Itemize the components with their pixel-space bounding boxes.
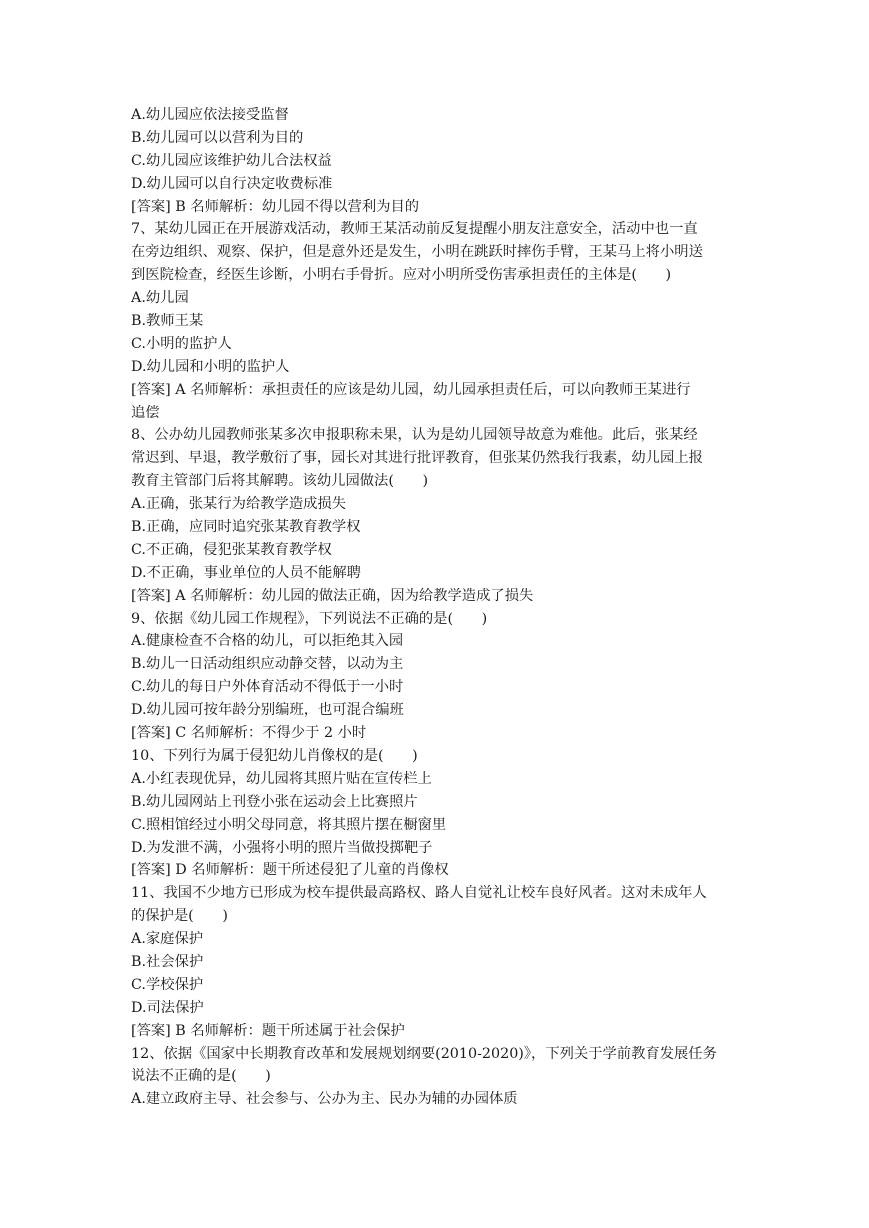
q11-stem-line-1: 11、我国不少地方已形成为校车提供最高路权、路人自觉礼让校车良好风者。这对未成年人 [131,885,707,902]
q8-answer: [答案] A 名师解析：幼儿园的做法正确，因为给教学造成了损失 [131,587,534,604]
q8-option-c: C.不正确，侵犯张某教育教学权 [131,541,332,558]
q11-option-a: A.家庭保护 [131,931,204,948]
q8-stem-line-2: 常迟到、早退，教学敷衍了事，园长对其进行批评教育，但张某仍然我行我素，幼儿园上报 [131,450,703,467]
q9-option-b: B.幼儿一日活动组织应动静交替，以动为主 [131,656,404,673]
document-page [131,104,746,1111]
q10-answer: [答案] D 名师解析：题干所述侵犯了儿童的肖像权 [131,862,449,879]
q7-stem-line-1: 7、某幼儿园正在开展游戏活动，教师王某活动前反复提醒小朋友注意安全，活动中也一直 [131,221,698,238]
q7-option-b: B.教师王某 [131,313,204,330]
q9-stem: 9、依据《幼儿园工作规程》，下列说法不正确的是( ) [131,610,488,627]
q6-option-d: D.幼儿园可以自行决定收费标准 [131,175,333,192]
q6-answer: [答案] B 名师解析：幼儿园不得以营利为目的 [131,198,420,215]
q10-stem: 10、下列行为属于侵犯幼儿肖像权的是( ) [131,747,418,764]
q9-answer: [答案] C 名师解析：不得少于 2 小时 [131,725,367,742]
q6-option-c: C.幼儿园应该维护幼儿合法权益 [131,152,332,169]
q6-option-b: B.幼儿园可以以营利为目的 [131,129,304,146]
q6-option-a: A.幼儿园应依法接受监督 [131,107,289,123]
q11-stem-line-2: 的保护是( ) [131,908,228,925]
q10-option-d: D.为发泄不满，小强将小明的照片当做投掷靶子 [131,839,433,856]
q7-answer-line-2: 追偿 [131,404,160,421]
q7-stem-line-2: 在旁边组织、观察、保护，但是意外还是发生，小明在跳跃时摔伤手臂，王某马上将小明送 [131,244,703,261]
q8-option-b: B.正确，应同时追究张某教育教学权 [131,519,361,536]
q7-option-c: C.小明的监护人 [131,335,232,352]
q7-option-d: D.幼儿园和小明的监护人 [131,358,290,375]
q9-option-d: D.幼儿园可按年龄分别编班，也可混合编班 [131,702,404,719]
q10-option-c: C.照相馆经过小明父母同意，将其照片摆在橱窗里 [131,816,447,833]
q7-answer-line-1: [答案] A 名师解析：承担责任的应该是幼儿园，幼儿园承担责任后，可以向教师王某进行 [131,381,691,398]
q8-option-a: A.正确，张某行为给教学造成损失 [131,496,347,513]
q8-stem-line-3: 教育主管部门后将其解聘。该幼儿园做法( ) [131,473,429,490]
q10-option-a: A.小红表现优异，幼儿园将其照片贴在宣传栏上 [131,770,432,787]
q11-option-c: C.学校保护 [131,976,204,993]
q7-option-a: A.幼儿园 [131,290,189,307]
q9-option-c: C.幼儿的每日户外体育活动不得低于一小时 [131,679,404,696]
q11-answer: [答案] B 名师解析：题干所述属于社会保护 [131,1022,405,1039]
q8-stem-line-1: 8、公办幼儿园教师张某多次申报职称未果，认为是幼儿园领导故意为难他。此后，张某经 [131,427,698,444]
q9-option-a: A.健康检查不合格的幼儿，可以拒绝其入园 [131,633,404,650]
q11-option-b: B.社会保护 [131,953,204,970]
q11-option-d: D.司法保护 [131,999,204,1016]
q12-option-a: A.建立政府主导、社会参与、公办为主、民办为辅的办园体质 [131,1091,518,1108]
q10-option-b: B.幼儿园网站上刊登小张在运动会上比赛照片 [131,793,418,810]
q12-stem-line-2: 说法不正确的是( ) [131,1068,271,1085]
q12-stem-line-1: 12、依据《国家中长期教育改革和发展规划纲要(2010-2020)》，下列关于学前教育发展任务 [131,1045,717,1062]
q8-option-d: D.不正确，事业单位的人员不能解聘 [131,564,361,581]
q7-stem-line-3: 到医院检查，经医生诊断，小明右手骨折。应对小明所受伤害承担责任的主体是( ) [131,267,672,284]
